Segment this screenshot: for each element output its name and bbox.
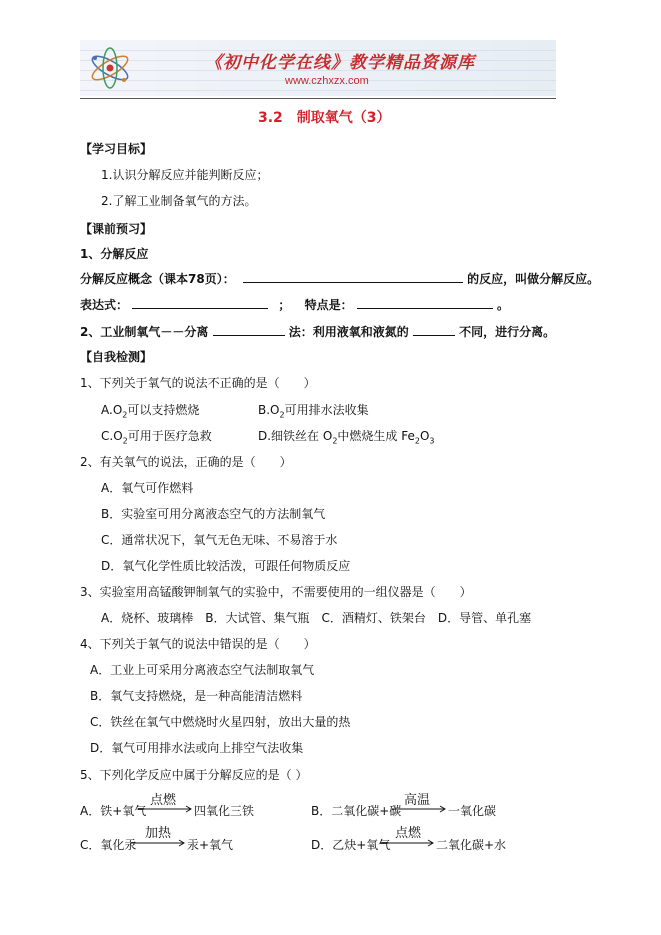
q2-option-a: A．氧气可作燃料 <box>101 481 194 495</box>
q2-option-d: D．氧气化学性质比较活泼，可跟任何物质反应 <box>101 559 351 573</box>
q5-option-a-right: 四氧化三铁 <box>194 804 255 818</box>
q2-blank-property[interactable] <box>413 323 455 336</box>
q5-option-a-left: A．铁+氧气 <box>80 804 147 818</box>
objective-item: 1.认识分解反应并能判断反应； <box>101 168 269 182</box>
q2-blank-method[interactable] <box>213 323 285 336</box>
question-1-stem: 1、下列关于氧气的说法不正确的是（ ） <box>80 376 316 390</box>
preview-q1-expression <box>80 296 509 313</box>
feature-blank[interactable] <box>357 296 493 309</box>
q5-option-c-right: 汞+氧气 <box>187 838 234 852</box>
atom-logo-icon <box>86 44 134 92</box>
banner-url: www.czhxzx.com <box>285 75 369 87</box>
q4-option-c: C．铁丝在氧气中燃烧时火星四射，放出大量的热 <box>90 715 351 729</box>
q4-option-b: B．氧气支持燃烧，是一种高能清洁燃料 <box>90 689 303 703</box>
banner-title: 《初中化学在线》教学精品资源库 <box>205 53 475 73</box>
feature-end: 。 <box>496 298 509 312</box>
q1-option-d: D.细铁丝在 $O_2$中燃烧生成 $Fe_2O_3$ <box>258 429 435 446</box>
q5-option-d-left: D．乙炔+氧气 <box>311 838 391 852</box>
q2-suffix: 不同，进行分离。 <box>459 325 556 339</box>
q2-mid: 法：利用液氧和液氮的 <box>288 325 409 339</box>
q2-prefix: 2、工业制氧气－－分离 <box>80 325 209 339</box>
q4-option-d: D．氧气可用排水法或向上排空气法收集 <box>90 741 304 755</box>
q5-option-b-left: B．二氧化碳+碳 <box>311 804 402 818</box>
question-4-stem: 4、下列关于氧气的说法中错误的是（ ） <box>80 637 316 651</box>
selfcheck-heading: 【自我检测】 <box>80 350 153 364</box>
question-2-stem: 2、有关氧气的说法，正确的是（ ） <box>80 455 292 469</box>
preview-heading: 【课前预习】 <box>80 222 153 236</box>
reaction-arrow-icon <box>392 805 448 813</box>
q5-option-c-left: C．氧化汞 <box>80 838 137 852</box>
q5-option-c-condition: 加热 <box>145 826 172 841</box>
q3-options: A．烧杯、玻璃棒 B．大试管、集气瓶 C．酒精灯、铁架台 D．导管、单孔塞 <box>101 611 532 625</box>
objectives-heading: 【学习目标】 <box>80 142 153 156</box>
q5-option-d-right: 二氧化碳+水 <box>436 838 507 852</box>
page-title: 3.2 制取氧气（3） <box>258 110 391 126</box>
q5-option-d-condition: 点燃 <box>395 826 422 841</box>
q4-option-a: A．工业上可采用分离液态空气法制取氧气 <box>90 663 315 677</box>
q1-option-a: $A.O_2$可以支持燃烧 <box>101 403 200 420</box>
q5-option-b-condition: 高温 <box>404 793 431 808</box>
reaction-arrow-icon <box>138 805 194 813</box>
concept-blank[interactable] <box>243 270 463 283</box>
question-5-stem: 5、下列化学反应中属于分解反应的是（ ） <box>80 768 308 782</box>
q1-option-c: $C.O_2$可用于医疗急救 <box>101 429 212 446</box>
concept-prefix: 分解反应概念（课本78页）： <box>80 272 235 286</box>
expression-blank[interactable] <box>132 296 268 309</box>
feature-label: 特点是： <box>304 298 353 312</box>
header-banner <box>80 40 556 96</box>
question-3-stem: 3、实验室用高锰酸钾制氧气的实验中，不需要使用的一组仪器是（ ） <box>80 585 472 599</box>
q2-option-b: B．实验室可用分离液态空气的方法制氧气 <box>101 507 326 521</box>
reaction-arrow-icon <box>380 839 436 847</box>
header-divider <box>80 98 556 99</box>
expression-label: 表达式： <box>80 298 129 312</box>
preview-q2 <box>80 323 555 340</box>
q1-option-b: $B.O_2$可用排水法收集 <box>258 403 369 420</box>
expression-sep: ； <box>278 298 291 312</box>
q2-option-c: C．通常状况下，氧气无色无味、不易溶于水 <box>101 533 338 547</box>
concept-suffix: 的反应，叫做分解反应。 <box>467 272 600 286</box>
objective-item: 2.了解工业制备氧气的方法。 <box>101 194 257 208</box>
preview-q1-concept <box>80 270 599 287</box>
preview-q1-title: 1、分解反应 <box>80 247 149 261</box>
q5-option-b-right: 一氧化碳 <box>448 804 497 818</box>
q5-option-a-condition: 点燃 <box>150 793 177 808</box>
reaction-arrow-icon <box>131 839 187 847</box>
